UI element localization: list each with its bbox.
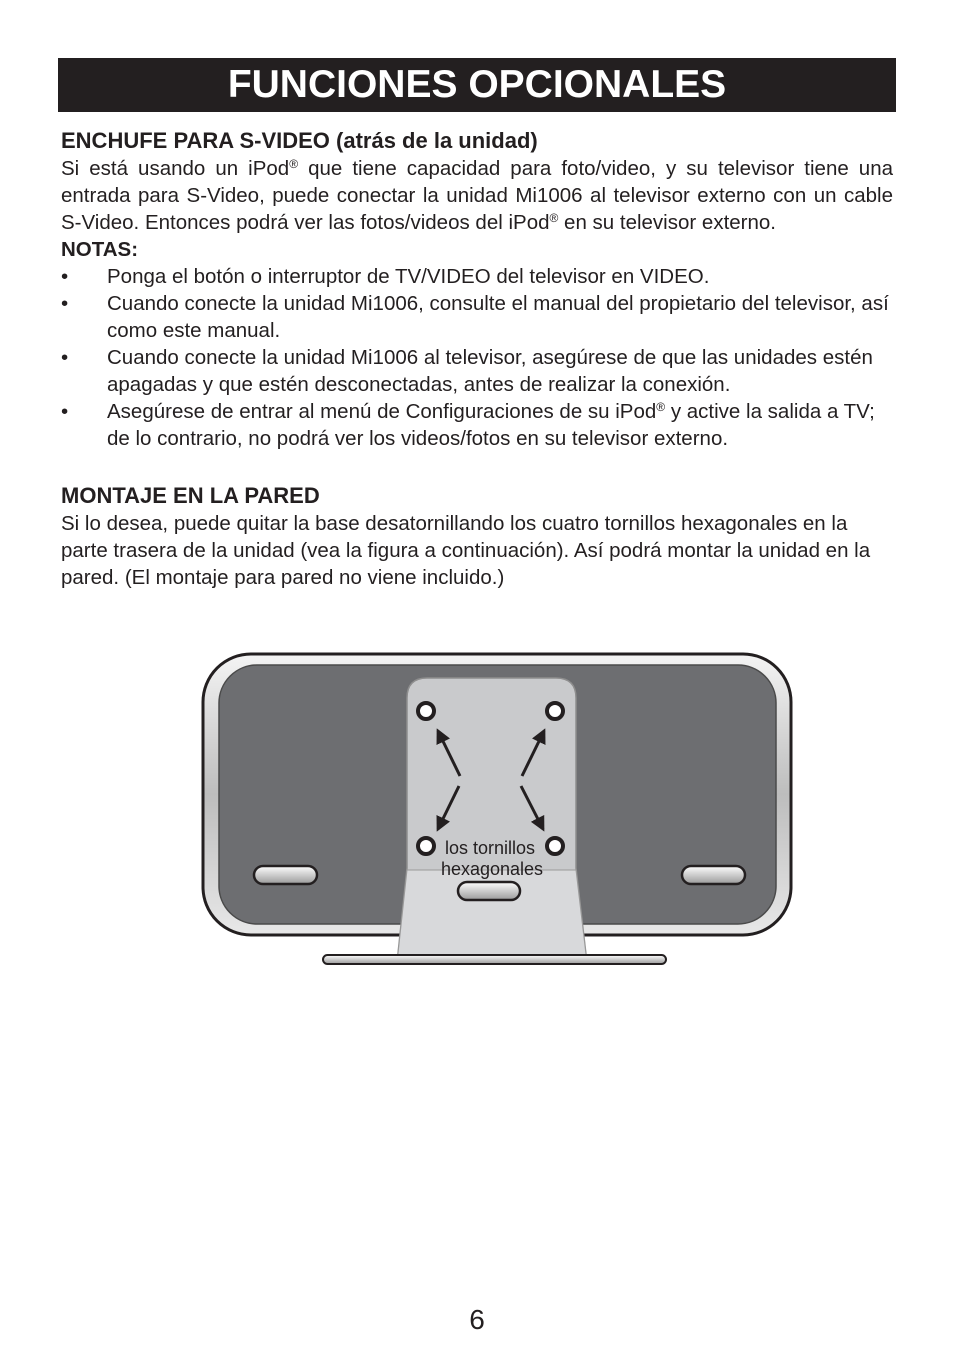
wall-mount-section — [61, 482, 893, 591]
screw-bottom-left-icon — [418, 838, 434, 854]
screw-bottom-right-icon — [547, 838, 563, 854]
list-item — [61, 263, 893, 290]
bullet: • — [61, 265, 69, 288]
page-title: FUNCIONES OPCIONALES — [58, 58, 896, 112]
note-text: Cuando conecte la unidad Mi1006 al televisor, asegúrese de que las unidades estén apagadas y que estén desconectadas, antes de realizar la conexión. — [107, 346, 873, 396]
note-text: y active la salida a TV; de lo contrario, no podrá ver los videos/fotos en su televisor externo. — [107, 400, 875, 450]
figure-label-line1: los tornillos — [444, 838, 536, 858]
svideo-text-2: que tiene capacidad para foto/video, y su televisor tiene una entrada para S-Video, puede conectar la unidad Mi1006 al televisor externo con un cable S-Video. Entonces podrá ver las fotos/videos del iPod — [61, 157, 893, 234]
page-number: 6 — [469, 1304, 485, 1335]
svideo-heading: ENCHUFE PARA S-VIDEO (atrás de la unidad) — [61, 128, 538, 153]
center-slot — [458, 882, 520, 900]
wall-mount-heading: MONTAJE EN LA PARED — [61, 483, 320, 508]
registered-mark: ® — [289, 157, 299, 171]
svideo-paragraph — [61, 155, 893, 236]
bullet: • — [61, 400, 69, 423]
note-text: Ponga el botón o interruptor de TV/VIDEO del televisor en VIDEO. — [107, 265, 710, 288]
list-item — [61, 398, 893, 452]
notes-label: NOTAS: — [61, 238, 139, 261]
bullet: • — [61, 346, 69, 369]
wall-mount-paragraph: Si lo desea, puede quitar la base desatornillando los cuatro tornillos hexagonales en la parte trasera de la unidad (vea la figura a continuación). Así podrá montar la unidad en la pared. (El montaje para pared no viene incluido.) — [61, 512, 871, 589]
list-item — [61, 344, 893, 398]
registered-mark: ® — [656, 400, 666, 414]
right-slot — [682, 866, 745, 884]
svideo-section — [61, 127, 893, 452]
foot-bar — [323, 955, 666, 964]
figure-label-line2: hexagonales — [440, 859, 544, 879]
note-text: Cuando conecte la unidad Mi1006, consulte el manual del propietario del televisor, así como este manual. — [107, 292, 889, 342]
registered-mark: ® — [549, 211, 559, 225]
svideo-text-3: en su televisor externo. — [558, 211, 776, 234]
unit-rear-figure — [200, 648, 800, 973]
screw-top-left-icon — [418, 703, 434, 719]
notes-list — [61, 263, 893, 452]
note-text: Asegúrese de entrar al menú de Configuraciones de su iPod — [107, 400, 657, 423]
bullet: • — [61, 292, 69, 315]
svideo-text-1: Si está usando un iPod — [61, 157, 290, 180]
list-item — [61, 290, 893, 344]
screw-top-right-icon — [547, 703, 563, 719]
left-slot — [254, 866, 317, 884]
